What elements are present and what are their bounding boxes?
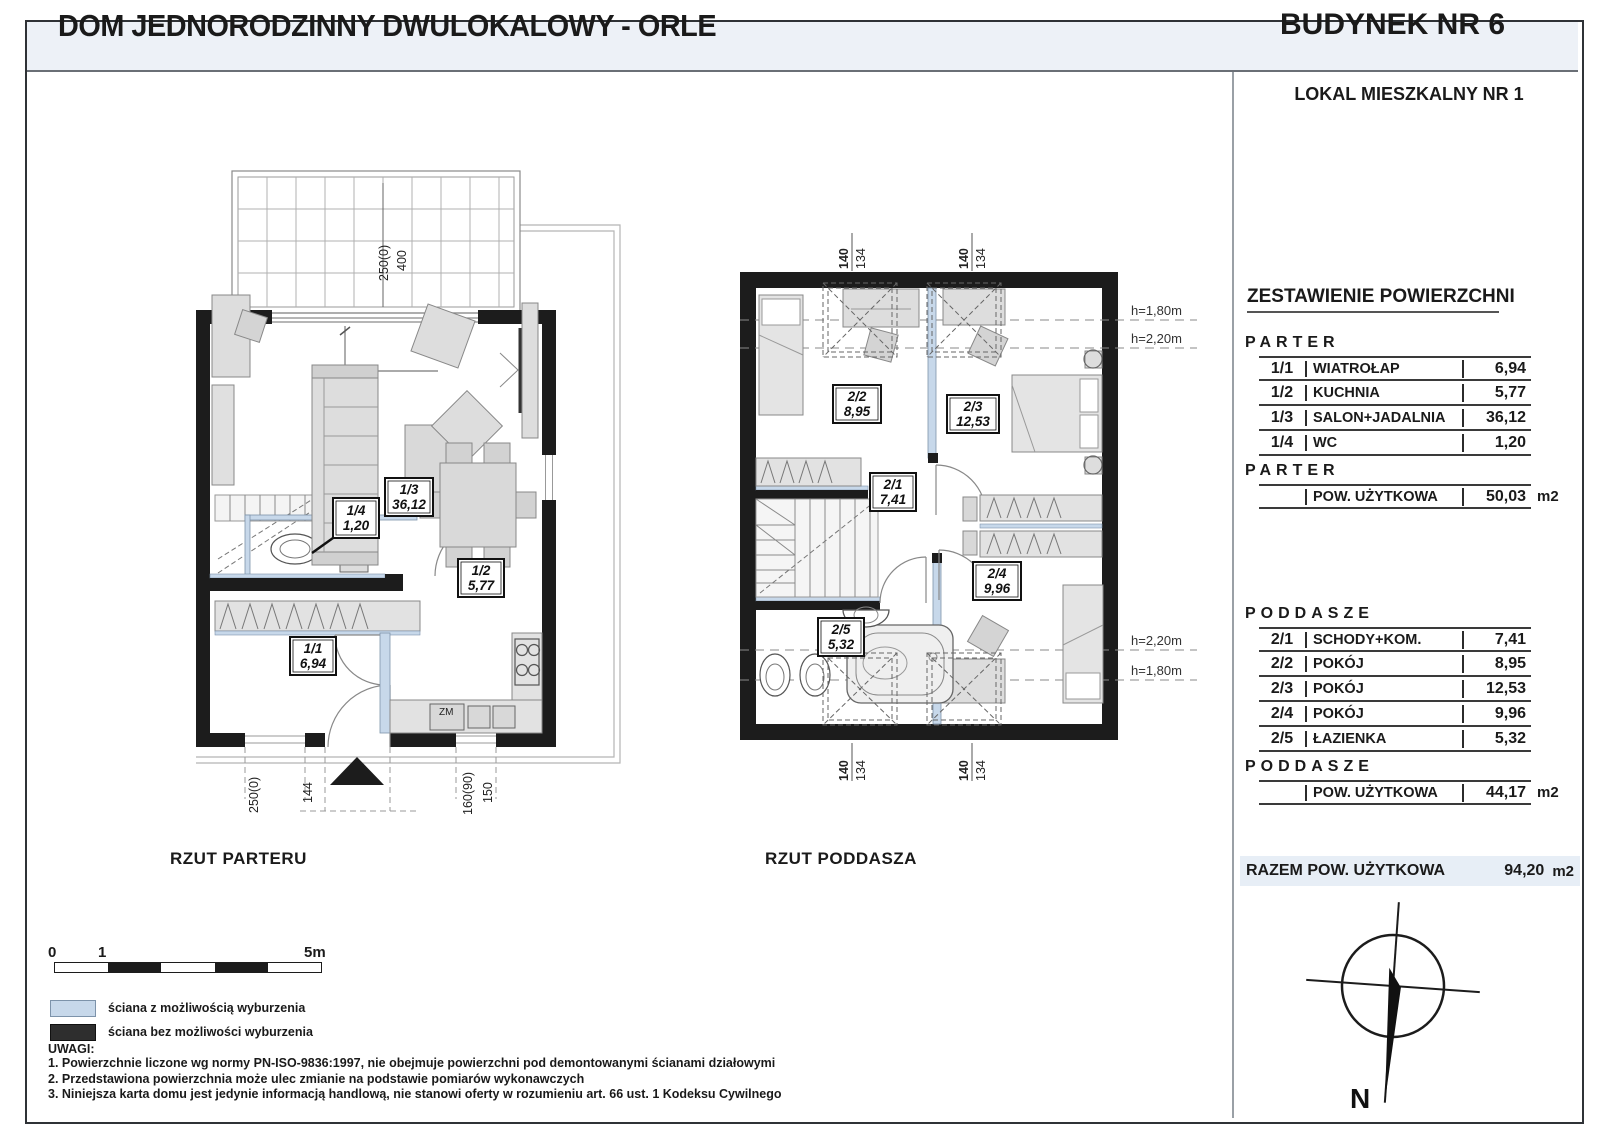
- table-row: 1/1 WIATROŁAP 6,94: [1259, 356, 1575, 381]
- scale-tick-5m: 5m: [304, 944, 326, 961]
- kitchen-counter: [380, 633, 542, 733]
- svg-text:140: 140: [957, 248, 971, 269]
- bed-single: [759, 295, 803, 415]
- svg-text:h=1,80m: h=1,80m: [1131, 303, 1182, 318]
- terrace-depth-dim: 250(0): [377, 244, 391, 281]
- bed-double: [1012, 350, 1102, 474]
- room-label-1-1: [290, 637, 336, 675]
- svg-text:h=1,80m: h=1,80m: [1131, 663, 1182, 678]
- svg-text:2/1: 2/1: [883, 477, 903, 492]
- dishwasher: [430, 704, 515, 730]
- attic-top-dims: [837, 233, 988, 271]
- svg-text:134: 134: [974, 760, 988, 781]
- note-item: 2. Przedstawiona powierzchnia może ulec zmianie na podstawie pomiarów wykonawczych: [48, 1071, 585, 1086]
- svg-text:h=2,20m: h=2,20m: [1131, 633, 1182, 648]
- scale-bar: [48, 944, 354, 973]
- total-row: POW. UŻYTKOWA 50,03 m2: [1259, 484, 1575, 509]
- svg-text:150: 150: [481, 782, 495, 803]
- note-item: 1. Powierzchnie liczone wg normy PN-ISO-9836:1997, nie obejmuje powierzchni pod demontowanymi ścianami działowymi: [48, 1056, 776, 1070]
- svg-text:2/2: 2/2: [847, 389, 867, 404]
- scale-bar-segments: [54, 962, 322, 973]
- north-label: N: [1350, 1083, 1371, 1114]
- wall-legend: [50, 999, 313, 1047]
- legend-item-fixed: ściana bez możliwości wyburzenia: [50, 1023, 313, 1041]
- table-row: 2/1 SCHODY+KOM. 7,41: [1259, 627, 1575, 652]
- zm-label: ZM: [439, 707, 454, 718]
- fixed-wall-swatch: [50, 1024, 96, 1041]
- area-table: [1245, 334, 1575, 805]
- parter-table: [1259, 356, 1575, 456]
- svg-text:6,94: 6,94: [299, 656, 327, 671]
- living-window: [542, 455, 556, 500]
- wardrobe: [963, 495, 1102, 557]
- attic-plan: [735, 225, 1215, 810]
- table-row: 2/3 POKÓJ 12,53: [1259, 677, 1575, 702]
- note-item: 3. Niniejsza karta domu jest jedynie informacją handlową, nie stanowi oferty w rozumieniu art. 66 ust. 1 Kodeksu Cywilnego: [48, 1087, 782, 1101]
- entry-window: [245, 736, 305, 743]
- attic-bottom-dims: [837, 743, 988, 781]
- scale-tick-0: 0: [48, 944, 57, 961]
- area-table-title: ZESTAWIENIE POWIERZCHNI: [1247, 286, 1499, 313]
- svg-text:36,12: 36,12: [392, 497, 426, 512]
- table-row: 2/2 POKÓJ 8,95: [1259, 652, 1575, 677]
- building-title: BUDYNEK NR 6: [1279, 8, 1506, 41]
- attic-staircase: [756, 499, 878, 597]
- svg-text:8,95: 8,95: [843, 404, 871, 419]
- notes-title: UWAGI:: [48, 1042, 95, 1056]
- table-row: 2/5 ŁAZIENKA 5,32: [1259, 727, 1575, 752]
- svg-text:2/4: 2/4: [987, 566, 1007, 581]
- poddasze-table: [1259, 627, 1575, 752]
- svg-text:12,53: 12,53: [956, 414, 990, 429]
- ground-floor-plan: [190, 163, 630, 818]
- room-label-2-3: [947, 395, 999, 433]
- bookcase: [212, 385, 234, 485]
- legend-item-removable: ściana z możliwością wyburzenia: [50, 999, 313, 1017]
- north-arrow-compass: [1298, 898, 1493, 1116]
- svg-text:1/4: 1/4: [346, 503, 366, 518]
- attic-plan-caption: RZUT PODDASZA: [765, 849, 917, 868]
- table-row: 1/3 SALON+JADALNIA 36,12: [1259, 406, 1575, 431]
- section-label-poddasze: PODDASZE: [1245, 605, 1374, 622]
- section-label-parter-total: PARTER: [1245, 462, 1340, 479]
- svg-text:134: 134: [854, 760, 868, 781]
- svg-text:144: 144: [301, 782, 315, 803]
- svg-text:2/5: 2/5: [831, 622, 851, 637]
- room-label-2-1: [870, 473, 916, 511]
- kitchen-window: [456, 736, 496, 743]
- svg-text:1/2: 1/2: [471, 563, 491, 578]
- svg-text:134: 134: [854, 248, 868, 269]
- grand-total-row: RAZEM POW. UŻYTKOWA 94,20 m2: [1240, 856, 1580, 886]
- svg-text:140: 140: [837, 248, 851, 269]
- removable-wall-swatch: [50, 1000, 96, 1017]
- room-label-2-4: [973, 562, 1021, 600]
- svg-text:1/3: 1/3: [399, 482, 419, 497]
- bed-single: [1063, 585, 1103, 703]
- total-row: POW. UŻYTKOWA 44,17 m2: [1259, 780, 1575, 805]
- ground-plan-caption: RZUT PARTERU: [170, 849, 307, 868]
- svg-text:134: 134: [974, 248, 988, 269]
- room-label-2-2: [833, 385, 881, 423]
- svg-text:160(90): 160(90): [461, 771, 475, 815]
- wardrobe: [756, 458, 861, 486]
- hall-wardrobe: [215, 601, 420, 635]
- svg-text:140: 140: [957, 760, 971, 781]
- terrace: [232, 171, 520, 313]
- scale-tick-1: 1: [98, 944, 107, 961]
- sheet-title: DOM JEDNORODZINNY DWULOKALOWY - ORLE: [58, 8, 717, 43]
- svg-text:7,41: 7,41: [879, 492, 907, 507]
- notes-block: [48, 1042, 1198, 1103]
- room-label-1-3: [385, 478, 433, 516]
- svg-text:250(0): 250(0): [247, 776, 261, 813]
- table-row: 1/2 KUCHNIA 5,77: [1259, 381, 1575, 406]
- room-label-1-2: [458, 559, 504, 597]
- section-label-parter: PARTER: [1245, 334, 1340, 351]
- unit-title: LOKAL MIESZKALNY NR 1: [1294, 84, 1524, 104]
- room-label-2-5: [818, 618, 864, 656]
- column-divider: [1232, 72, 1234, 1118]
- section-label-poddasze-total: PODDASZE: [1245, 758, 1374, 775]
- svg-text:5,32: 5,32: [827, 637, 855, 652]
- svg-text:1,20: 1,20: [342, 518, 370, 533]
- svg-text:9,96: 9,96: [983, 581, 1011, 596]
- svg-text:140: 140: [837, 760, 851, 781]
- terrace-width-dim: 400: [395, 250, 409, 271]
- svg-text:2/3: 2/3: [963, 399, 983, 414]
- hall-wall: [210, 574, 403, 591]
- toilet: [760, 654, 790, 696]
- svg-text:1/1: 1/1: [303, 641, 323, 656]
- svg-text:5,77: 5,77: [467, 578, 495, 593]
- table-row: 2/4 POKÓJ 9,96: [1259, 702, 1575, 727]
- table-row: 1/4 WC 1,20: [1259, 431, 1575, 456]
- svg-text:h=2,20m: h=2,20m: [1131, 331, 1182, 346]
- bidet: [800, 654, 830, 696]
